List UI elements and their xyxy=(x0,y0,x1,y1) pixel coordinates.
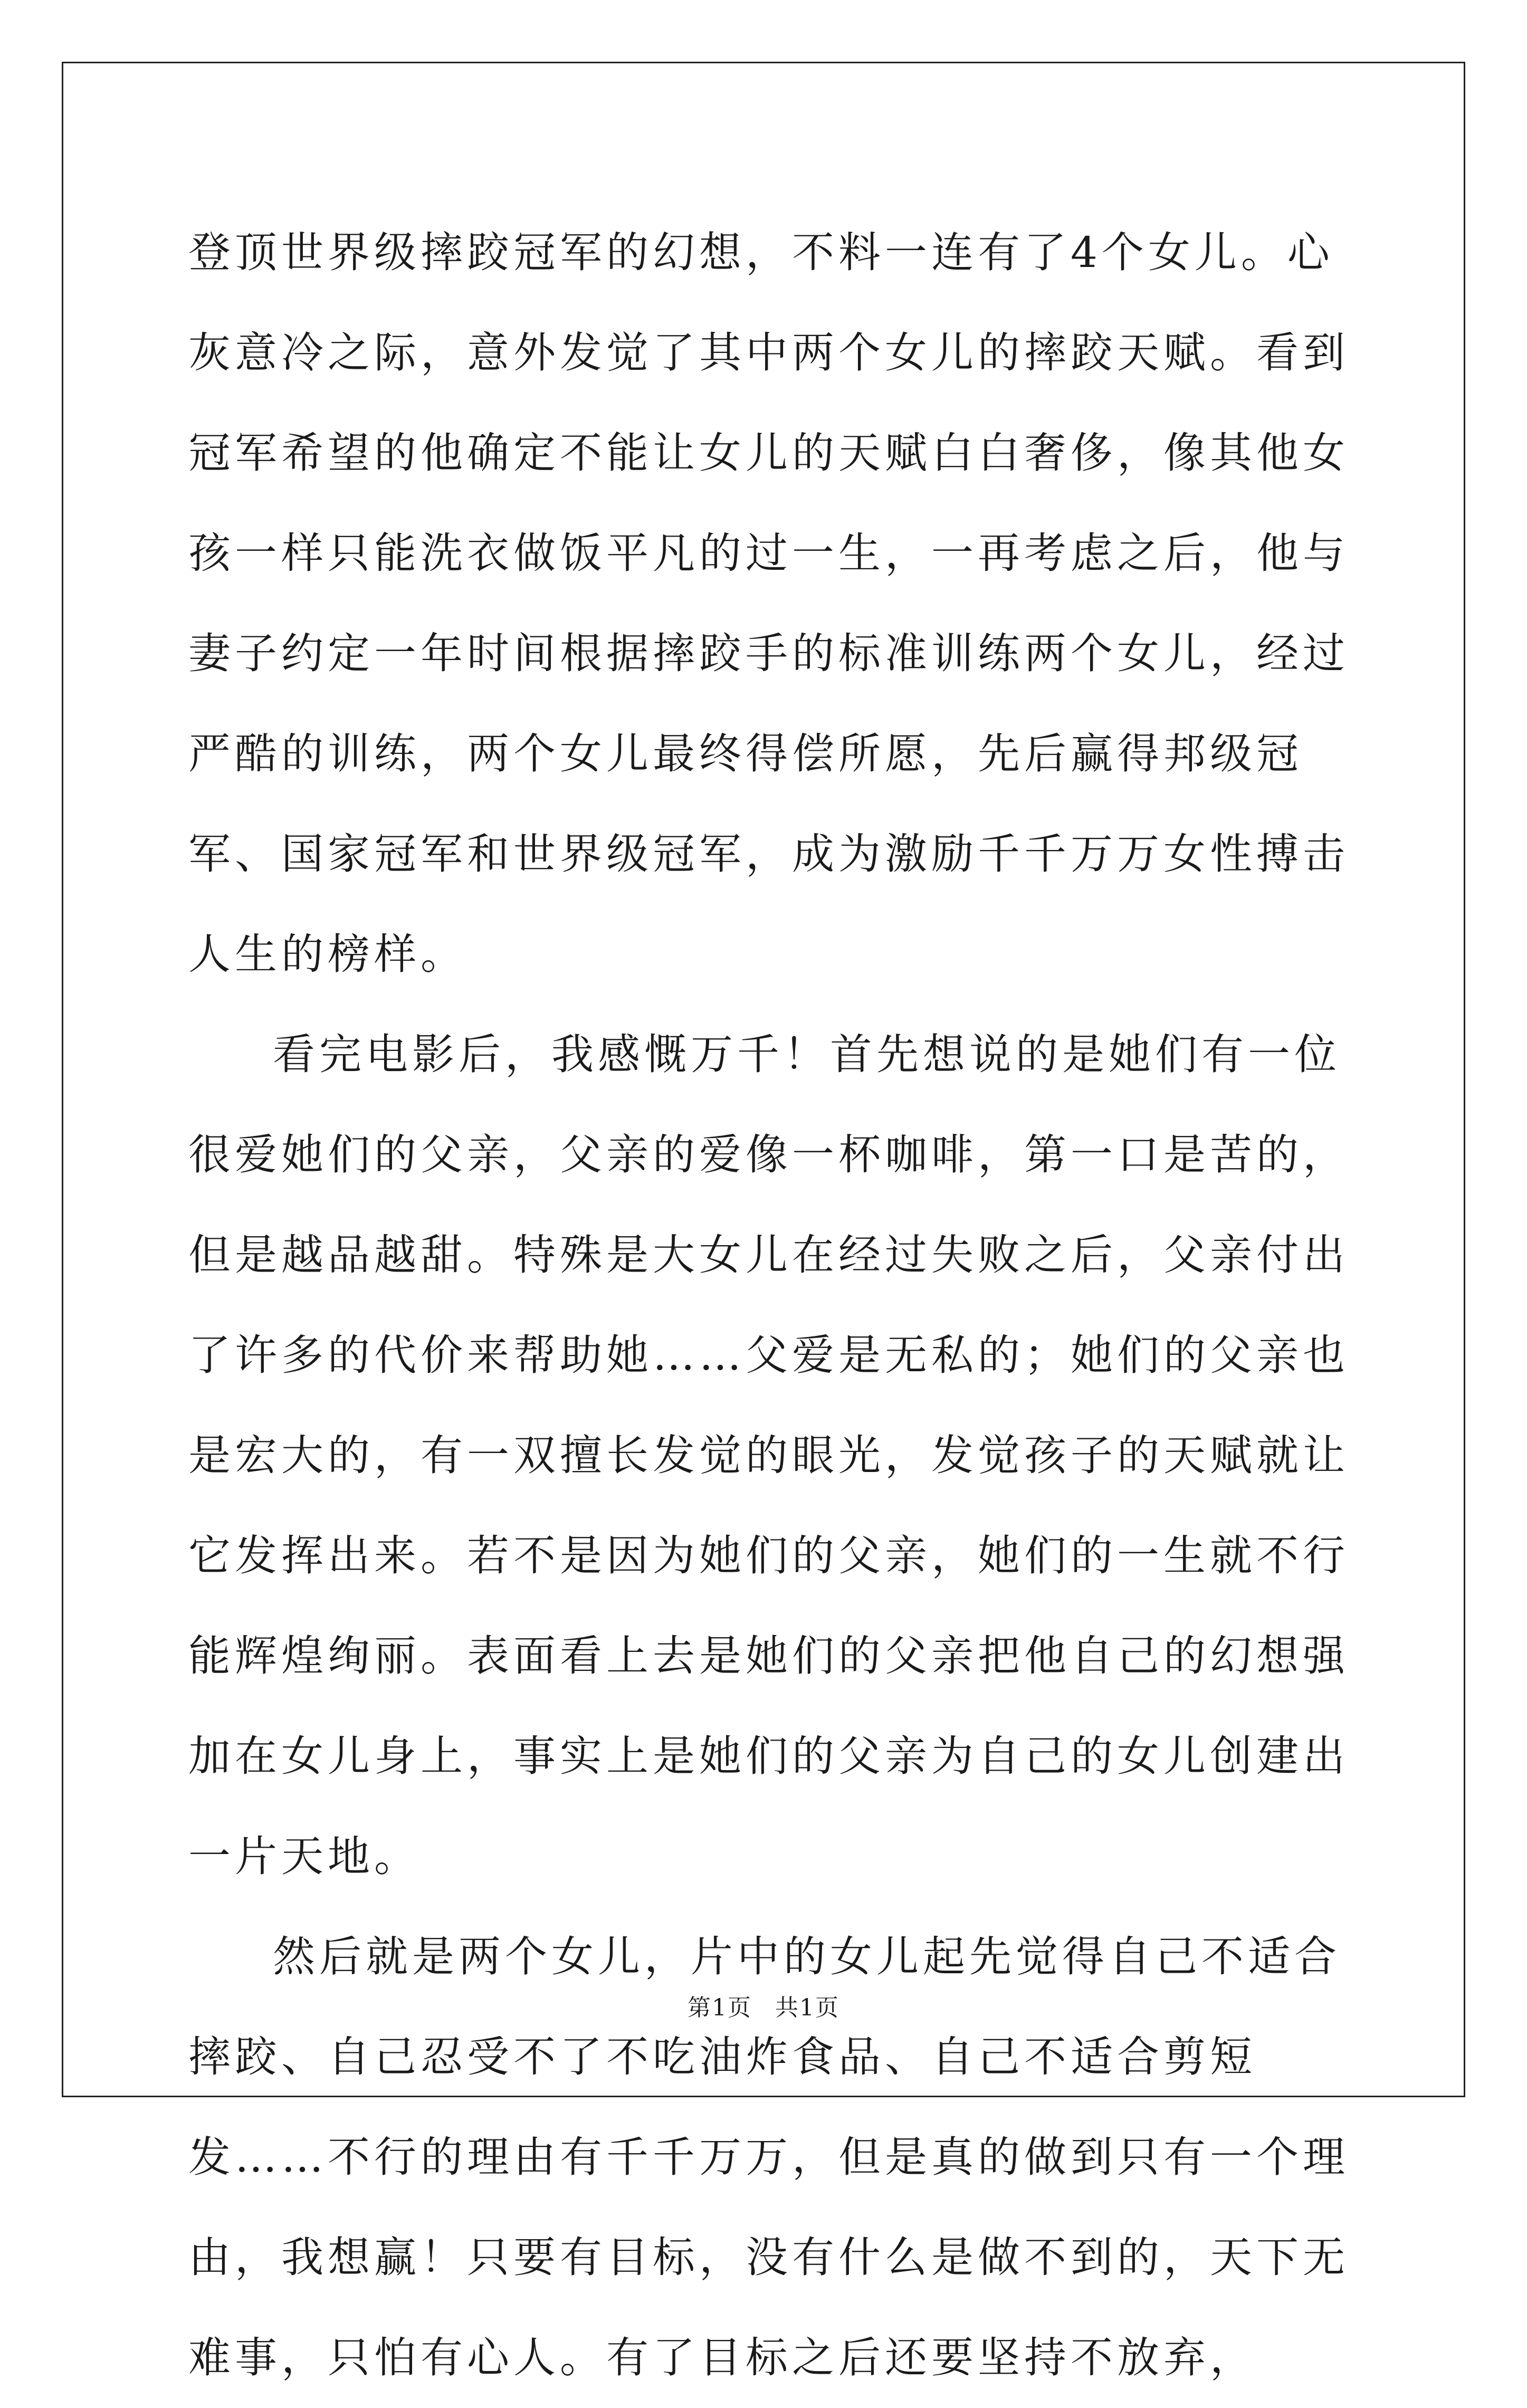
paragraph-2: 看完电影后，我感慨万千！首先想说的是她们有一位很爱她们的父亲，父亲的爱像一杯咖啡，第一口是苦的，但是越品越甜。特殊是大女儿在经过失败之后，父亲付出了许多的代价来帮助她……父爱是无私的；她们的父亲也是宏大的，有一双擅长发觉的眼光，发觉孩子的天赋就让它发挥出来。若不是因为她们的父亲，她们的一生就不行能辉煌绚丽。表面看上去是她们的父亲把他自己的幻想强加在女儿身上，事实上是她们的父亲为自己的女儿创建出一片天地。 xyxy=(188,1030,1349,1881)
document-body xyxy=(188,203,1349,2408)
paragraph-1: 登顶世界级摔跤冠军的幻想，不料一连有了4个女儿。心灰意冷之际，意外发觉了其中两个女儿的摔跤天赋。看到冠军希望的他确定不能让女儿的天赋白白奢侈，像其他女孩一样只能洗衣做饭平凡的过一生，一再考虑之后，他与妻子约定一年时间根据摔跤手的标准训练两个女儿，经过严酷的训练，两个女儿最终得偿所愿，先后赢得邦级冠军、国家冠军和世界级冠军，成为激励千千万万女性搏击人生的榜样。 xyxy=(188,228,1349,979)
paragraph-3: 然后就是两个女儿，片中的女儿起先觉得自己不适合摔跤、自己忍受不了不吃油炸食品、自己不适合剪短发……不行的理由有千千万万，但是真的做到只有一个理由，我想赢！只要有目标，没有什么是做不到的，天下无难事，只怕有心人。有了目标之后还要坚持不放弃， xyxy=(188,1932,1349,2382)
page-footer xyxy=(0,1992,1527,2024)
page-total: 共1页 xyxy=(775,1994,839,2021)
page-number: 第1页 xyxy=(688,1994,752,2021)
